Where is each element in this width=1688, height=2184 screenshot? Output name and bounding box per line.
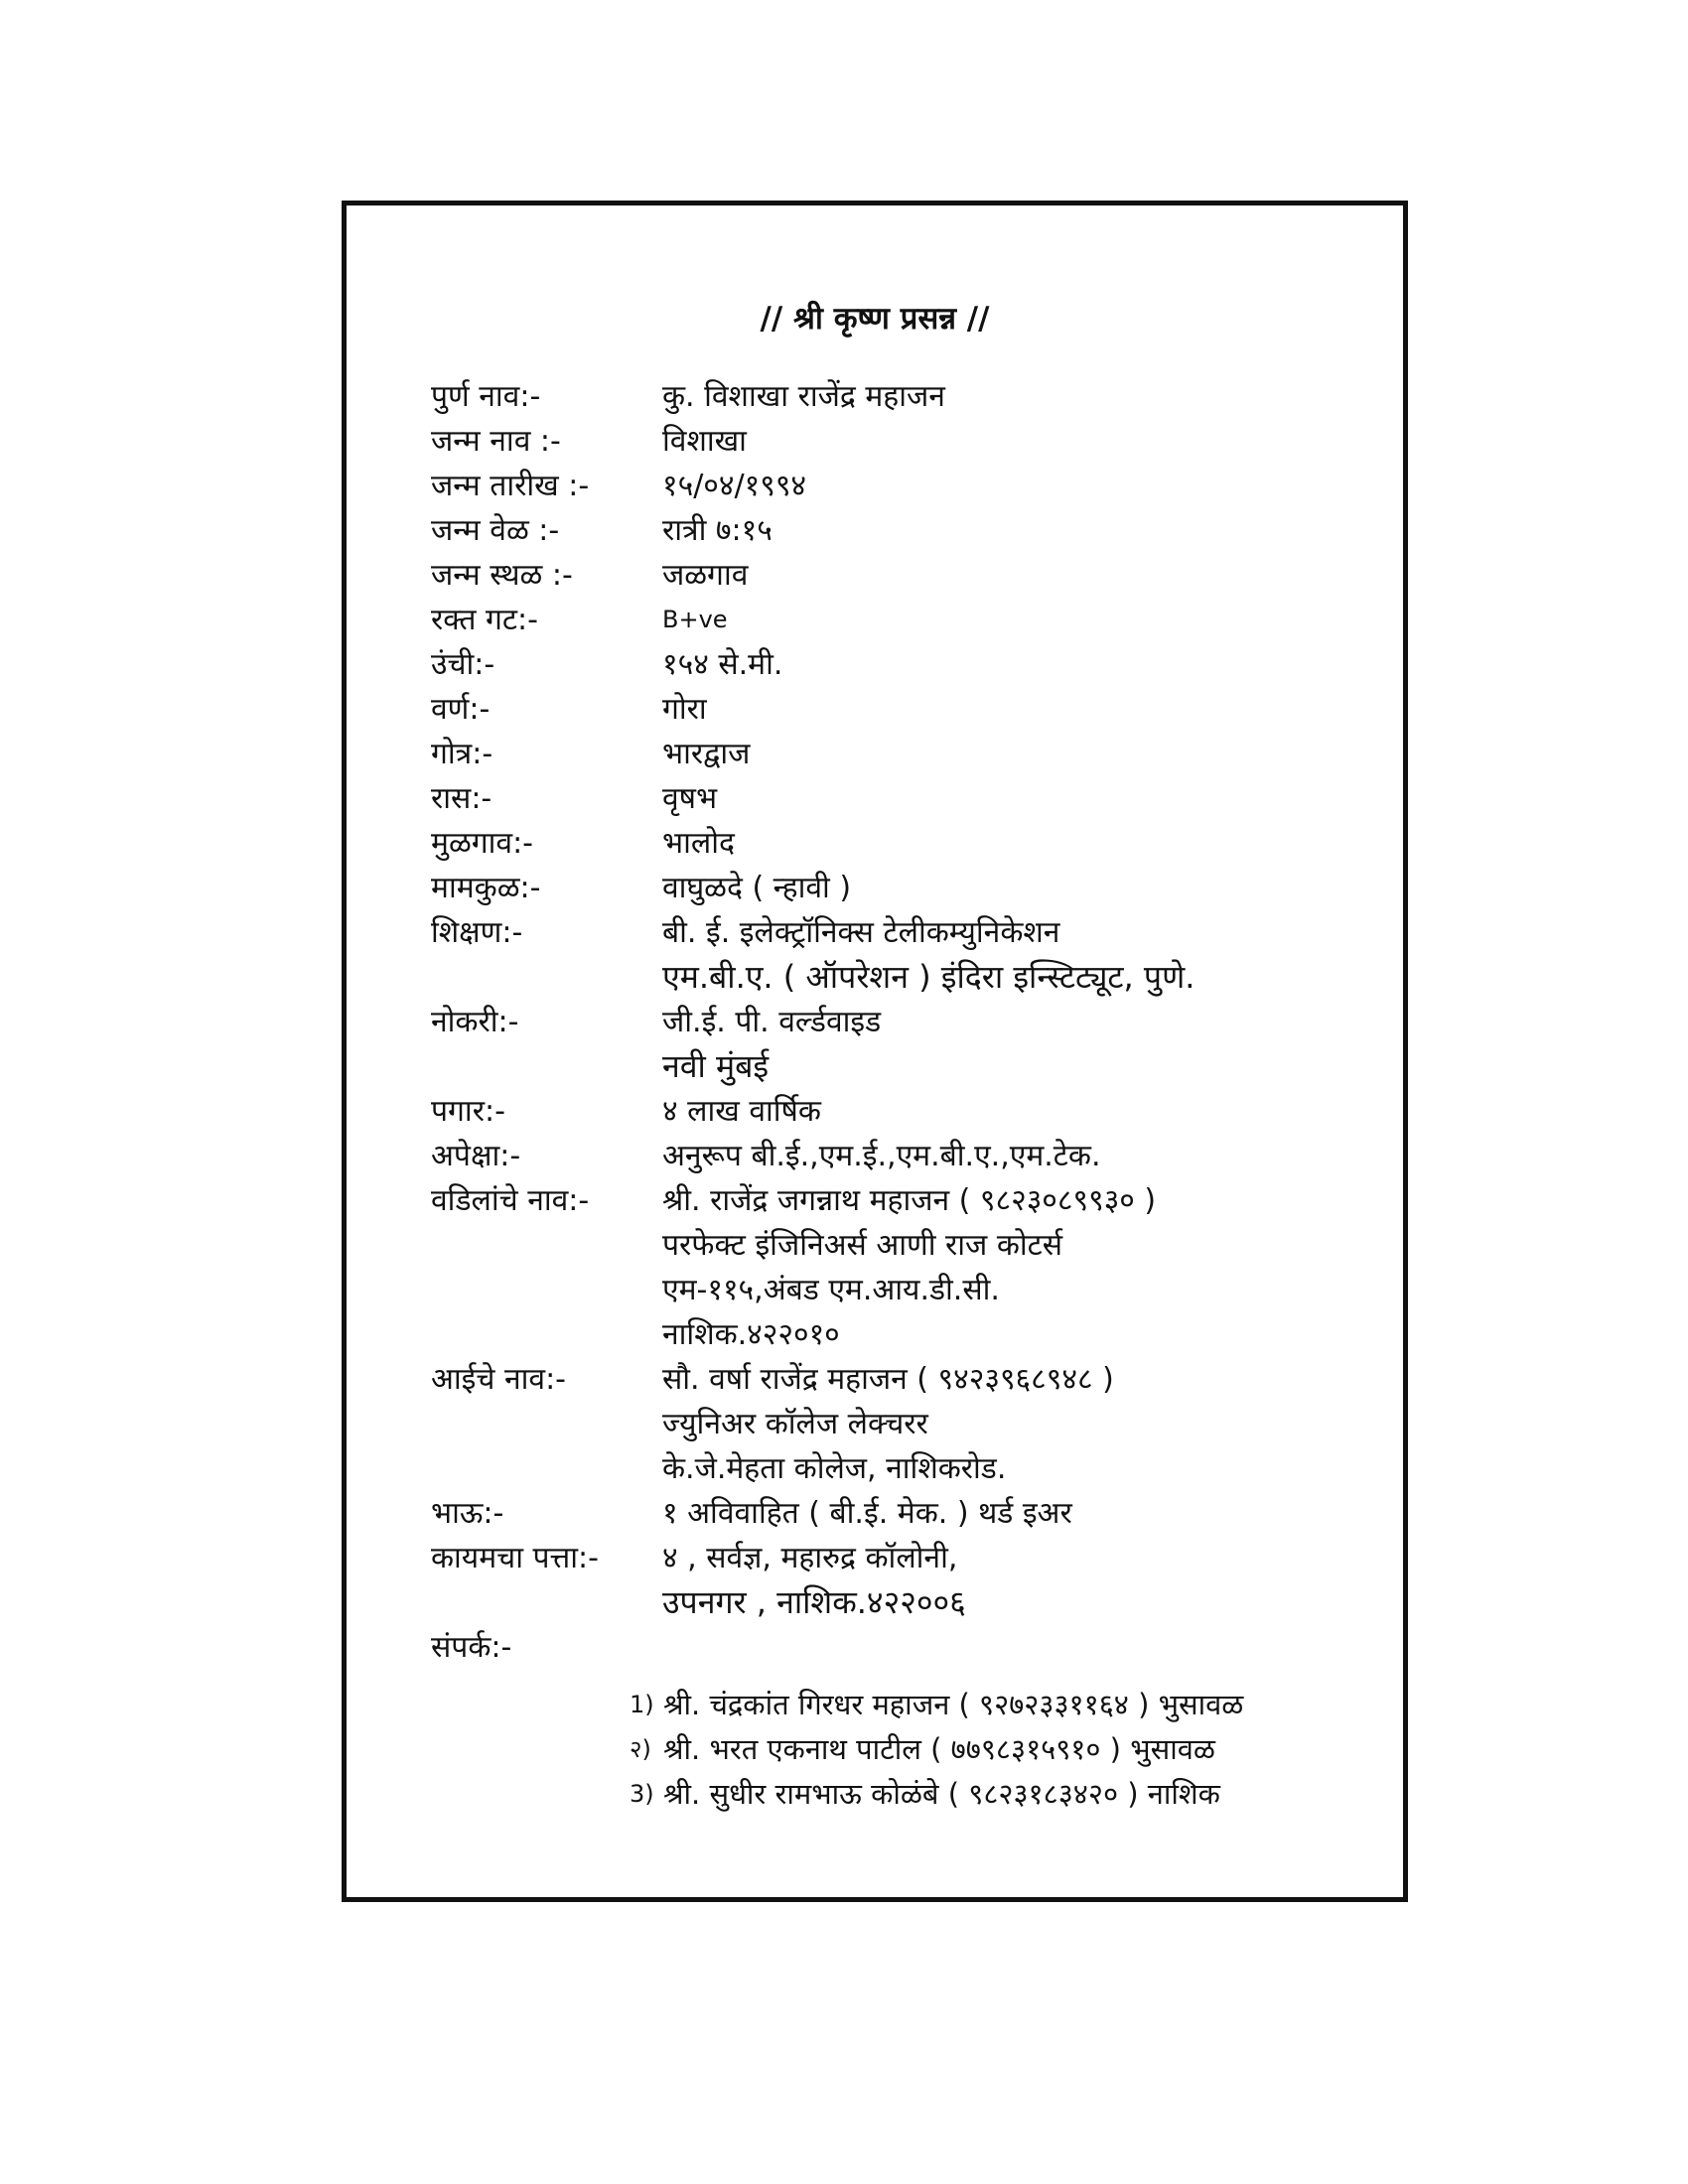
value-job-line-2: नवी मुंबई xyxy=(662,1047,770,1085)
values-birth-place xyxy=(662,553,1364,598)
value-blood-group: B+ve xyxy=(662,606,728,633)
value-job-line-1: जी.ई. पी. वर्ल्डवाइड xyxy=(662,1005,882,1039)
value-father-line-3: एम-११५,अंबड एम.आय.डी.सी. xyxy=(662,1273,1000,1307)
label-contact: संपर्क:- xyxy=(431,1630,512,1665)
value-height: १५४ से.मी. xyxy=(662,647,783,682)
contact-text: श्री. भरत एकनाथ पाटील ( ७७९८३१५९१० ) भुसावळ xyxy=(663,1732,1215,1766)
value-address-line-1: ४ , सर्वज्ञ, महारुद्र कॉलोनी, xyxy=(662,1541,958,1575)
contact-text: श्री. चंद्रकांत गिरधर महाजन ( ९२७२३३११६४ ) भुसावळ xyxy=(663,1688,1244,1721)
label-education: शिक्षण:- xyxy=(431,915,523,950)
value-address-line-2: उपनगर , नाशिक.४२२००६ xyxy=(662,1583,966,1621)
row-salary xyxy=(431,1089,1364,1134)
value-brother: १ अविवाहित ( बी.ई. मेक. ) थर्ड इअर xyxy=(662,1496,1072,1531)
label-full-name: पुर्ण नाव:- xyxy=(431,379,541,414)
value-native-place: भालोद xyxy=(662,826,735,861)
values-birth-name xyxy=(662,419,1364,464)
row-father-name xyxy=(431,1178,1364,1357)
row-education xyxy=(431,910,1364,1000)
value-education-line-1: बी. ई. इलेक्ट्रॉनिक्स टेलीकम्युनिकेशन xyxy=(662,915,1060,950)
label-blood-group: रक्त गट:- xyxy=(431,603,538,637)
values-job xyxy=(662,1000,1364,1089)
values-gotra xyxy=(662,732,1364,776)
contact-number: 1) xyxy=(630,1691,654,1718)
row-birth-date xyxy=(431,464,1364,508)
label-expectation: अपेक्षा:- xyxy=(431,1139,521,1173)
values-father-name xyxy=(662,1178,1364,1357)
label-mother-name: आईचे नाव:- xyxy=(431,1362,567,1397)
row-native-place xyxy=(431,821,1364,866)
value-mother-line-2: ज्युनिअर कॉलेज लेक्चरर xyxy=(662,1407,928,1441)
value-mother-line-3: के.जे.मेहता कोलेज, नाशिकरोड. xyxy=(662,1451,1007,1486)
row-permanent-address xyxy=(431,1536,1364,1625)
value-father-line-1: श्री. राजेंद्र जगन्नाथ महाजन ( ९८२३०८९९३० ) xyxy=(662,1183,1157,1218)
values-salary xyxy=(662,1089,1364,1134)
label-birth-place: जन्म स्थळ :- xyxy=(431,558,573,593)
value-birth-name: विशाखा xyxy=(662,424,747,459)
row-rashi xyxy=(431,776,1364,821)
values-height xyxy=(662,642,1364,687)
value-salary: ४ लाख वार्षिक xyxy=(662,1094,821,1129)
label-brother: भाऊ:- xyxy=(431,1496,504,1531)
values-education xyxy=(662,910,1364,1000)
row-job xyxy=(431,1000,1364,1089)
document-border xyxy=(342,201,1408,1902)
value-education-line-2: एम.बी.ए. ( ऑपरेशन ) इंदिरा इन्स्टिट्यूट, पुणे. xyxy=(662,958,1196,996)
value-father-line-2: परफेक्ट इंजिनिअर्स आणी राज कोटर्स xyxy=(662,1228,1063,1263)
row-full-name xyxy=(431,374,1364,419)
values-full-name xyxy=(662,374,1364,419)
values-native-place xyxy=(662,821,1364,866)
value-expectation: अनुरूप बी.ई.,एम.ई.,एम.बी.ए.,एम.टेक. xyxy=(662,1139,1101,1173)
row-expectation xyxy=(431,1134,1364,1178)
contact-item xyxy=(630,1772,1384,1817)
label-rashi: रास:- xyxy=(431,781,492,816)
row-blood-group xyxy=(431,598,1364,642)
values-birth-time xyxy=(662,508,1364,553)
contact-item xyxy=(630,1727,1384,1772)
values-birth-date xyxy=(662,464,1364,508)
contact-number: 3) xyxy=(630,1780,654,1808)
value-maternal-family: वाघुळदे ( न्हावी ) xyxy=(662,871,852,905)
label-complexion: वर्ण:- xyxy=(431,692,491,727)
value-father-line-4: नाशिक.४२२०१० xyxy=(662,1317,840,1352)
label-native-place: मुळगाव:- xyxy=(431,826,534,861)
row-complexion xyxy=(431,687,1364,732)
contact-list xyxy=(630,1683,1384,1817)
value-rashi: वृषभ xyxy=(662,781,718,816)
label-birth-time: जन्म वेळ :- xyxy=(431,513,560,548)
row-birth-name xyxy=(431,419,1364,464)
contact-text: श्री. सुधीर रामभाऊ कोळंबे ( ९८२३१८३४२० ) नाशिक xyxy=(663,1777,1220,1811)
row-height xyxy=(431,642,1364,687)
row-mother-name xyxy=(431,1357,1364,1491)
row-birth-time xyxy=(431,508,1364,553)
value-full-name: कु. विशाखा राजेंद्र महाजन xyxy=(662,379,945,414)
row-gotra xyxy=(431,732,1364,776)
value-birth-time: रात्री ७:१५ xyxy=(662,513,773,548)
label-birth-name: जन्म नाव :- xyxy=(431,424,561,459)
value-complexion: गोरा xyxy=(662,692,707,727)
label-salary: पगार:- xyxy=(431,1094,505,1129)
value-mother-line-1: सौ. वर्षा राजेंद्र महाजन ( ९४२३९६८९४८ ) xyxy=(662,1362,1114,1397)
contact-number: २) xyxy=(630,1735,651,1763)
label-permanent-address: कायमचा पत्ता:- xyxy=(431,1541,599,1575)
values-rashi xyxy=(662,776,1364,821)
values-brother xyxy=(662,1491,1364,1536)
label-father-name: वडिलांचे नाव:- xyxy=(431,1183,590,1218)
label-birth-date: जन्म तारीख :- xyxy=(431,469,590,503)
values-permanent-address xyxy=(662,1536,1364,1625)
row-birth-place xyxy=(431,553,1364,598)
values-mother-name xyxy=(662,1357,1364,1491)
values-expectation xyxy=(662,1134,1364,1178)
label-gotra: गोत्र:- xyxy=(431,737,493,771)
values-complexion xyxy=(662,687,1364,732)
row-brother xyxy=(431,1491,1364,1536)
values-maternal-family xyxy=(662,866,1364,910)
label-maternal-family: मामकुळ:- xyxy=(431,871,541,905)
value-birth-date: १५/०४/१९९४ xyxy=(662,469,807,503)
label-height: उंची:- xyxy=(431,647,495,682)
document-heading: // श्री कृष्ण प्रसन्न // xyxy=(760,301,990,337)
row-contact xyxy=(431,1625,1364,1670)
values-blood-group xyxy=(662,598,1364,642)
value-gotra: भारद्वाज xyxy=(662,737,751,771)
contact-item xyxy=(630,1683,1384,1727)
label-job: नोकरी:- xyxy=(431,1005,519,1039)
biodata-rows xyxy=(431,374,1364,1670)
row-maternal-family xyxy=(431,866,1364,910)
value-birth-place: जळगाव xyxy=(662,558,749,593)
